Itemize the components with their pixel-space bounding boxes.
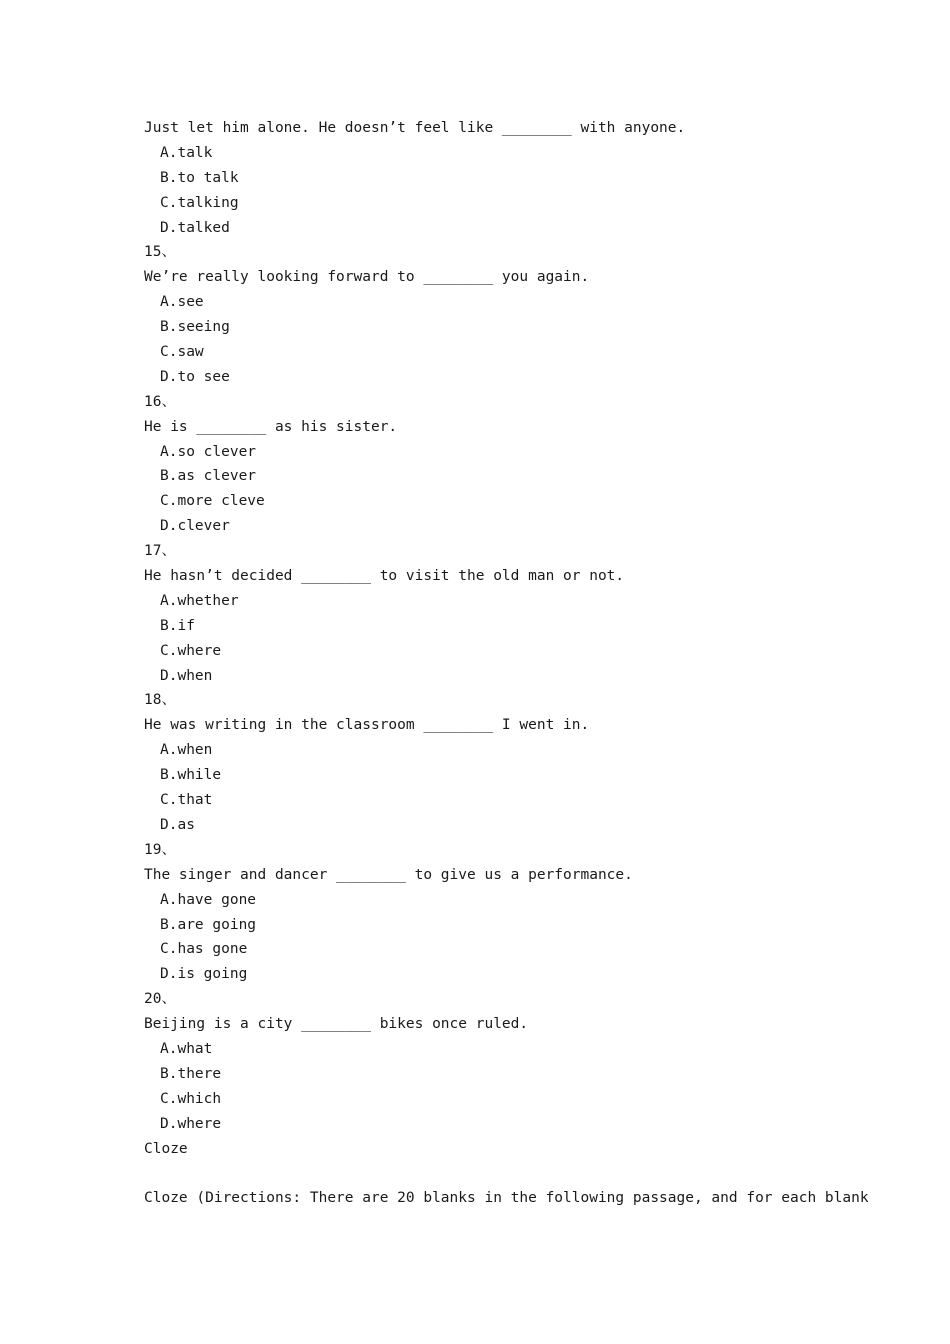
option-d: D.where	[160, 1115, 222, 1132]
option-a: A.see	[160, 294, 204, 311]
question-number: 20、	[144, 991, 176, 1008]
option-a: A.when	[160, 742, 213, 759]
question-stem: He is ________ as his sister.	[144, 418, 398, 435]
question-number: 19、	[144, 841, 176, 858]
question-stem: Just let him alone. He doesn’t feel like ________ with anyone.	[144, 120, 686, 136]
option-d: D.as	[160, 816, 195, 833]
option-c: C.has gone	[160, 941, 248, 958]
option-c: C.saw	[160, 344, 204, 361]
option-c: C.which	[160, 1090, 222, 1107]
option-c: C.more cleve	[160, 493, 265, 510]
option-b: B.as clever	[160, 468, 257, 485]
option-d: D.when	[160, 667, 213, 684]
question-number: 18、	[144, 692, 176, 709]
spacer	[144, 1161, 844, 1186]
option-b: B.if	[160, 617, 195, 634]
option-a: A.what	[160, 1040, 213, 1057]
option-b: B.seeing	[160, 319, 230, 336]
document-page	[144, 116, 869, 1211]
option-b: B.there	[160, 1065, 222, 1082]
question-number: 17、	[144, 543, 176, 560]
question-stem: The singer and dancer ________ to give us a performance.	[144, 866, 633, 883]
option-d: D.clever	[160, 518, 230, 535]
question-stem: We’re really looking forward to ________ you again.	[144, 269, 590, 286]
question-stem: Beijing is a city ________ bikes once ruled.	[144, 1016, 529, 1033]
option-d: D.is going	[160, 966, 248, 983]
option-b: B.are going	[160, 916, 257, 933]
option-c: C.that	[160, 792, 213, 809]
option-a: A.whether	[160, 592, 239, 609]
question-number: 15、	[144, 244, 176, 261]
question-number: 16、	[144, 393, 176, 410]
question-stem: He was writing in the classroom ________ I went in.	[144, 717, 590, 734]
option-a: A.so clever	[160, 443, 257, 460]
option-b: B.while	[160, 767, 222, 784]
option-a: A.have gone	[160, 891, 257, 908]
option-c: C.talking	[160, 194, 239, 211]
section-heading: Cloze	[144, 1140, 188, 1157]
option-a: A.talk	[160, 144, 213, 161]
option-d: D.talked	[160, 219, 230, 236]
cloze-directions: Cloze (Directions: There are 20 blanks in the following passage, and for each blank	[144, 1190, 869, 1207]
option-c: C.where	[160, 642, 222, 659]
option-b: B.to talk	[160, 169, 239, 186]
question-stem: He hasn’t decided ________ to visit the old man or not.	[144, 568, 625, 585]
option-d: D.to see	[160, 368, 230, 385]
